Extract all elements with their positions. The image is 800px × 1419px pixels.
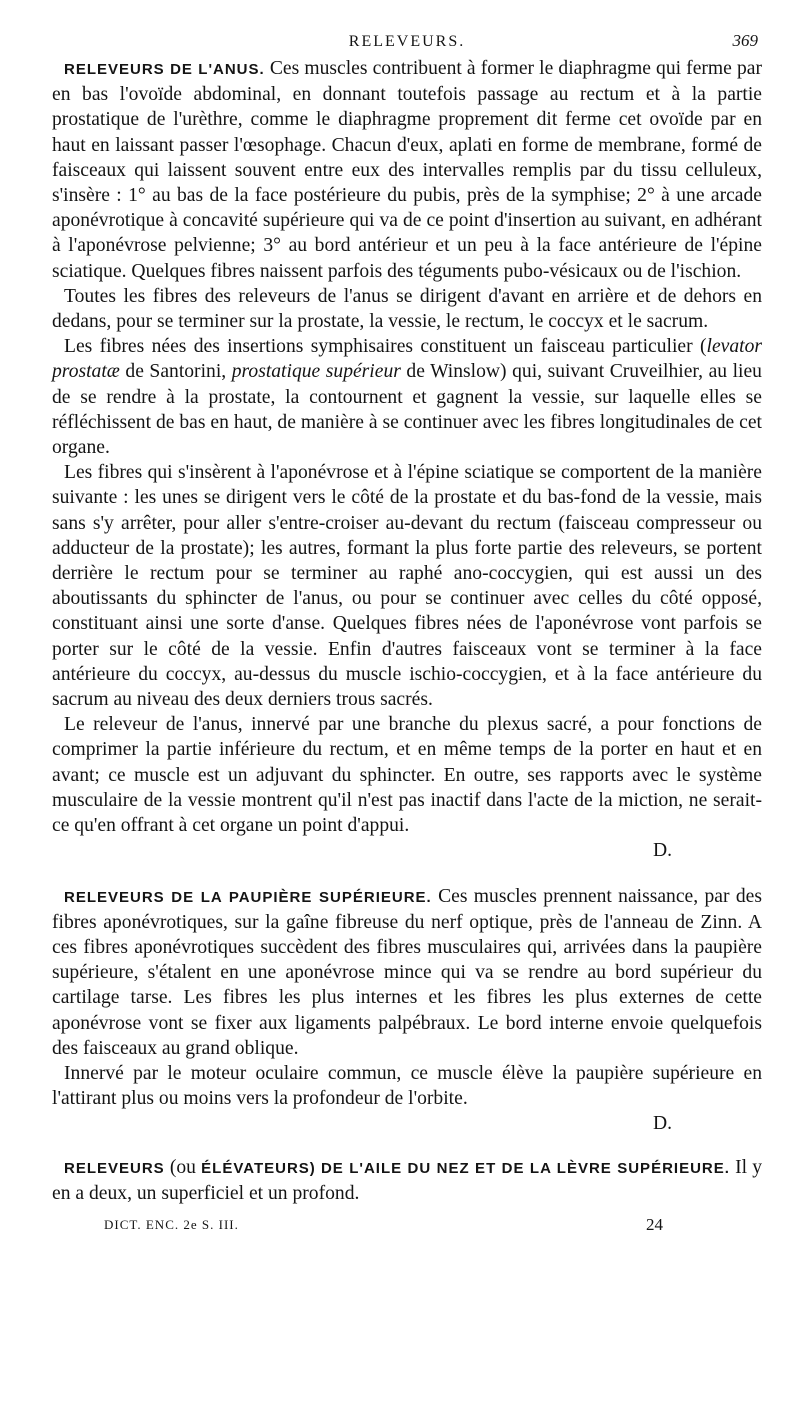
heading-parenthesis: (ou bbox=[169, 1156, 196, 1178]
article-paragraph: Les fibres qui s'insèrent à l'aponévrose et à l'épine sciatique se comportent de la manière suivante : les unes se dirigent vers le côté de la prostate et du bas-fond de la vessie, mais sans s'y arrêter, pour aller s'entre-croiser au-devant du rectum (faisceau compresseur ou adducteur de la prostate); les autres, formant la plus forte partie des releveurs, se portent derrière le rectum pour se terminer au raphé ano-coccygien, qui est aussi un des aboutissants du sphincter de l'anus, ou pour se continuer avec celles du côté opposé, constituant ainsi une sorte d'anse. Quelques fibres nées de l'aponévrose vont parfois se porter sur le côté de la vessie. Enfin d'autres faisceaux vont se terminer à la face antérieure du coccyx, au-dessus du muscle ischio-coccygien, et à la face antérieure du sacrum au niveau des deux derniers trous sacrés. bbox=[52, 462, 762, 711]
paragraph-text: de Santorini, bbox=[119, 361, 232, 383]
article-paragraph: Toutes les fibres des releveurs de l'anus se dirigent d'avant en arrière et de dehors en dedans, pour se terminer sur la prostate, la vessie, le rectum, le coccyx et le sacrum. bbox=[52, 285, 762, 333]
running-head bbox=[52, 28, 762, 56]
article-heading: RELEVEURS DE L'ANUS. bbox=[64, 61, 265, 78]
paragraph-text: Ces muscles contribuent à former le diaphragme qui ferme par en bas l'ovoïde abdominal, en donnant toutefois passage au rectum et à la partie prostatique de l'urèthre, comme le diaphragme proprement dit ferme cet ovoïde par en haut en laissant passer l'œsophage. Chacun d'eux, aplati en forme de membrane, formé de faisceaux qui laissent souvent entre eux des intervalles remplis par du tissu celluleux, s'insère : 1° au bas de la face postérieure du pubis, près de la symphise; 2° à une arcade aponévrotique à concavité supérieure qui va de ce point d'insertion au suivant, en adhérant à l'aponévrose pelvienne; 3° au bord antérieur et un peu à la face antérieure de l'épine sciatique. Quelques fibres naissent parfois des téguments pubo-vésicaux ou de l'ischion. bbox=[52, 58, 762, 282]
article-heading-rest: DE L'AILE DU NEZ ET DE LA LÈVRE SUPÉRIEURE. bbox=[320, 1159, 730, 1177]
author-signature: D. bbox=[652, 1113, 672, 1135]
article-releveurs-paupiere bbox=[52, 884, 762, 1137]
article-paragraph bbox=[52, 1061, 762, 1111]
paragraph-text: Le releveur de l'anus, innervé par une branche du plexus sacré, a pour fonctions de comprimer la partie inférieure du rectum, et en même temps de la porter en haut et en avant; ce muscle est un adjuvant du sphincter. En outre, ses rapports avec le système musculaire de la vessie montrent qu'il n'est pas inactif dans l'acte de la miction, ne serait-ce qu'en offrant à cet organe un point d'appui. bbox=[52, 714, 762, 837]
paragraph-text: de Winslow) qui, suivant Cruveilhier, au lieu de se rendre à la prostate, la contournent et gagnent la vessie, sur laquelle elles se réfléchissent de bas en haut, de manière à se continuer avec les fibres longitudinales de cet organe. bbox=[52, 361, 762, 459]
paragraph-text: Ces muscles prennent naissance, par des fibres aponévrotiques, sur la gaîne fibreuse du nerf optique, près de l'anneau de Zinn. A ces fibres aponévrotiques succèdent des fibres musculaires qui, arrivées dans la paupière supérieure, s'étalent en une aponévrose mince qui va se rendre au bord supérieur du cartilage tarse. Les fibres les plus internes et les fibres les plus externes de cette aponévrose vont se fixer aux ligaments palpébraux. Le bord interne envoie quelquefois des faisceaux au grand oblique. bbox=[52, 885, 762, 1059]
running-title: RELEVEURS. bbox=[348, 33, 466, 50]
dictionary-reference: DICT. ENC. 2e S. III. bbox=[104, 1216, 239, 1232]
author-signature: D. bbox=[652, 840, 672, 862]
article-releveurs-anus bbox=[52, 56, 762, 864]
article-heading: RELEVEURS DE LA PAUPIÈRE SUPÉRIEURE. bbox=[64, 888, 432, 906]
article-heading: RELEVEURS bbox=[64, 1159, 165, 1177]
article-paragraph bbox=[52, 334, 762, 460]
paragraph-text: Innervé par le moteur oculaire commun, ce muscle élève la paupière supérieure en l'attirant plus ou moins vers la profondeur de l'orbite. bbox=[52, 1062, 762, 1110]
italic-term: prostatique supérieur bbox=[231, 361, 401, 383]
article-paragraph bbox=[52, 884, 762, 1061]
page-number: 369 bbox=[732, 31, 758, 50]
article-releveurs-aile-nez bbox=[52, 1155, 762, 1206]
article-paragraph bbox=[52, 1155, 762, 1206]
article-heading-alt: ÉLÉVATEURS) bbox=[201, 1159, 316, 1177]
article-paragraph bbox=[52, 56, 762, 284]
page-footer bbox=[52, 1212, 762, 1236]
signature-mark: 24 bbox=[646, 1214, 663, 1234]
paragraph-text: Il y en a deux, un superficiel et un profond. bbox=[52, 1156, 763, 1204]
latin-term: levator prostatæ bbox=[52, 336, 762, 383]
paragraph-text: Les fibres nées des insertions symphisaires constituent un faisceau particulier ( bbox=[64, 336, 707, 358]
article-paragraph bbox=[52, 712, 762, 838]
